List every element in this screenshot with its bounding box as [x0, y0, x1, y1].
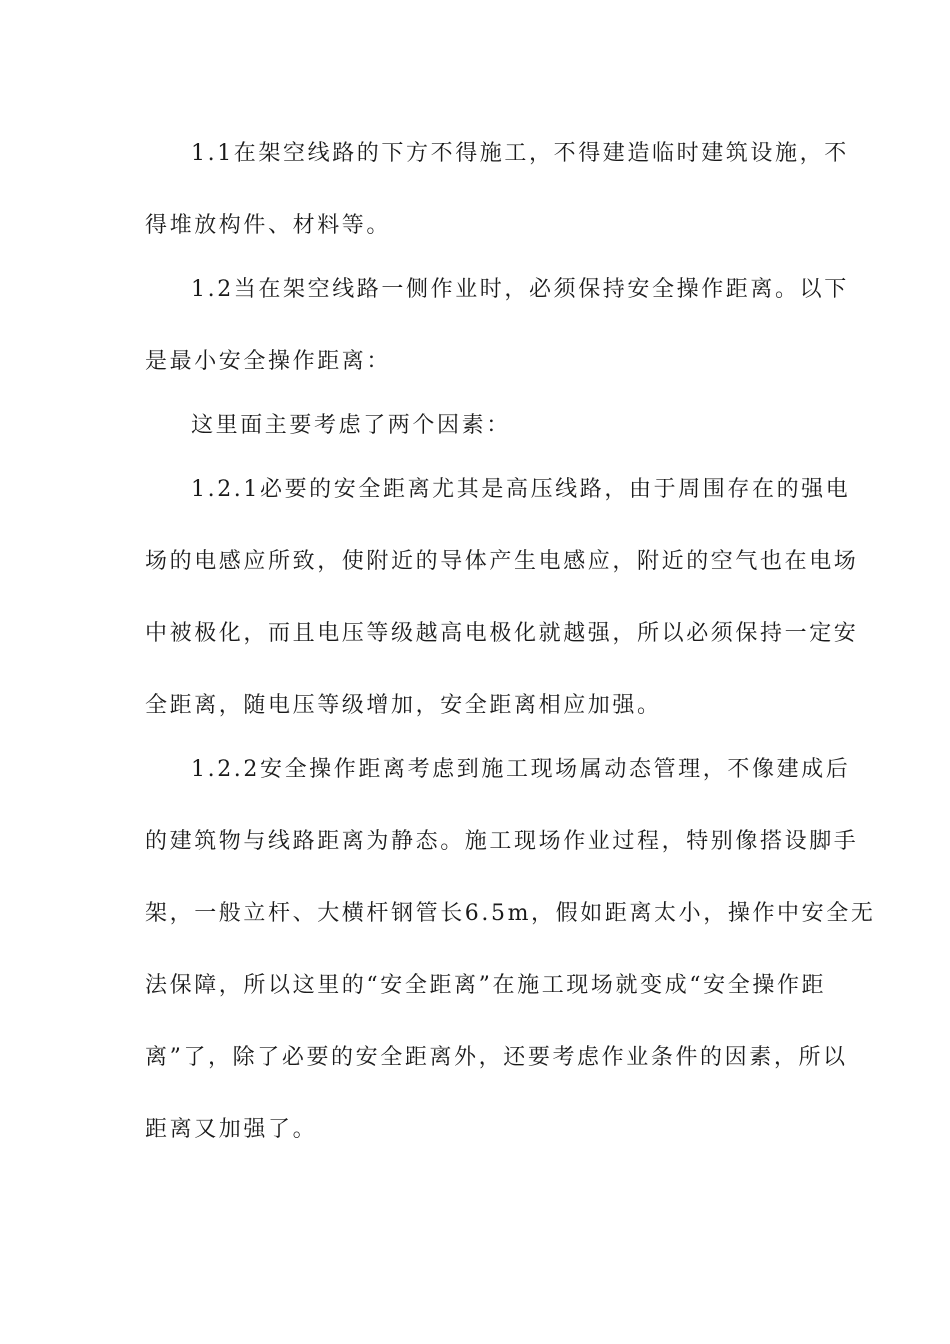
paragraph-1-1-line-1: 1.1在架空线路的下方不得施工，不得建造临时建筑设施，不: [191, 141, 849, 166]
paragraph-1-2-1-line-4: 全距离，随电压等级增加，安全距离相应加强。: [145, 693, 662, 718]
paragraph-1-2-2-line-4: 法保障，所以这里的“安全距离”在施工现场就变成“安全操作距: [145, 973, 827, 998]
paragraph-1-2-1-line-1: 1.2.1必要的安全距离尤其是高压线路，由于周围存在的强电: [191, 477, 851, 502]
paragraph-factors: 这里面主要考虑了两个因素：: [191, 413, 511, 438]
paragraph-1-1-line-2: 得堆放构件、材料等。: [145, 213, 392, 238]
paragraph-1-2-2-line-6: 距离又加强了。: [145, 1117, 318, 1142]
paragraph-1-2-2-line-2: 的建筑物与线路距离为静态。施工现场作业过程，特别像搭设脚手: [145, 829, 859, 854]
paragraph-1-2-1-line-3: 中被极化，而且电压等级越高电极化就越强，所以必须保持一定安: [145, 621, 859, 646]
paragraph-1-2-line-2: 是最小安全操作距离：: [145, 349, 392, 374]
paragraph-1-2-line-1: 1.2当在架空线路一侧作业时，必须保持安全操作距离。以下: [191, 277, 849, 302]
paragraph-1-2-2-line-1: 1.2.2安全操作距离考虑到施工现场属动态管理，不像建成后: [191, 757, 851, 782]
paragraph-1-2-2-line-3: 架，一般立杆、大横杆钢管长6.5m，假如距离太小，操作中安全无: [145, 901, 876, 926]
paragraph-1-2-2-line-5: 离”了，除了必要的安全距离外，还要考虑作业条件的因素，所以: [145, 1045, 848, 1070]
paragraph-1-2-1-line-2: 场的电感应所致，使附近的导体产生电感应，附近的空气也在电场: [145, 549, 859, 574]
